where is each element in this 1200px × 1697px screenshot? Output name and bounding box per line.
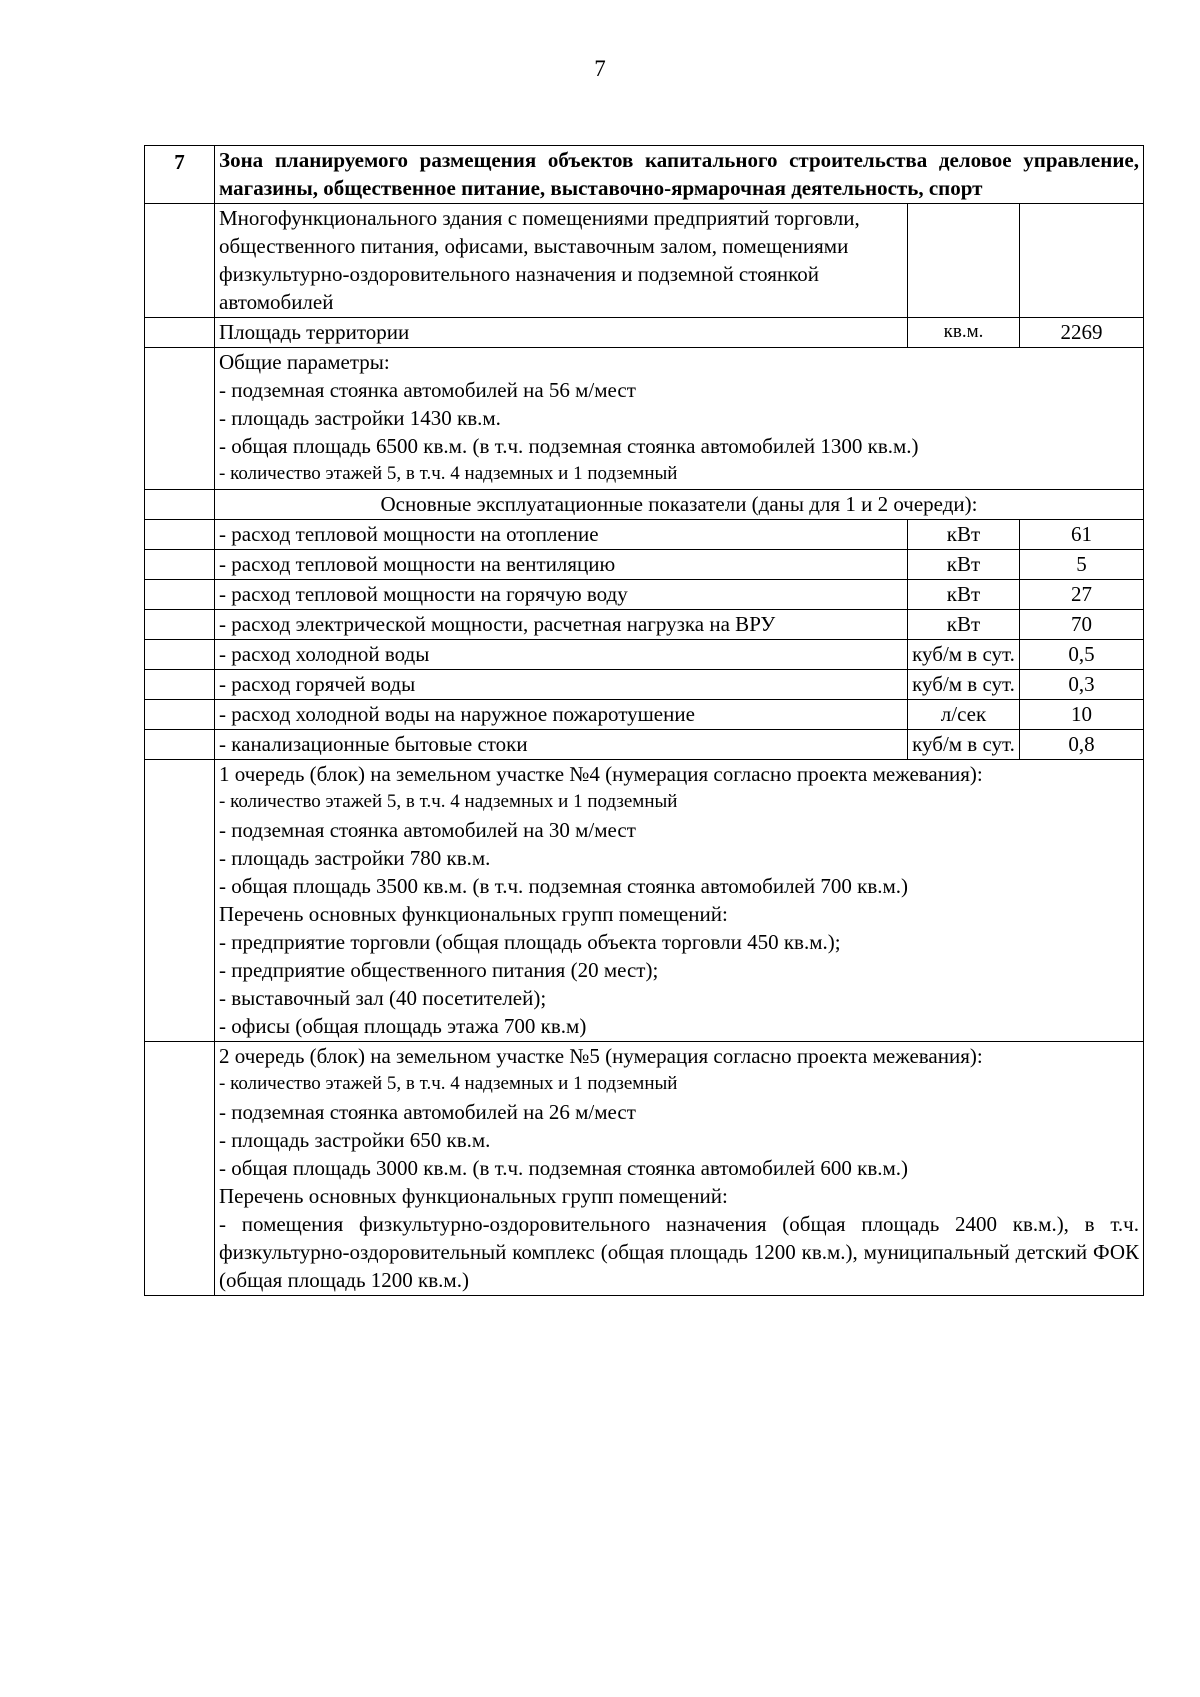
indicator-row (145, 700, 1144, 730)
empty-cell (145, 580, 215, 610)
indicator-row (145, 730, 1144, 760)
indicator-row (145, 580, 1144, 610)
empty-cell (145, 204, 215, 318)
stage1-row (145, 760, 1144, 1042)
indicator-row (145, 640, 1144, 670)
indicator-value: 0,3 (1020, 670, 1144, 700)
indicator-label: - канализационные бытовые стоки (215, 730, 908, 760)
indicator-value: 61 (1020, 520, 1144, 550)
indicators-header: Основные эксплуатационные показатели (даны для 1 и 2 очереди): (215, 490, 1144, 520)
stage2-row (145, 1042, 1144, 1296)
stage1-line: - общая площадь 3500 кв.м. (в т.ч. подземная стоянка автомобилей 700 кв.м.) (219, 874, 909, 898)
empty-cell (145, 670, 215, 700)
stage2-line: - общая площадь 3000 кв.м. (в т.ч. подземная стоянка автомобилей 600 кв.м.) (219, 1156, 909, 1180)
indicator-label: - расход холодной воды (215, 640, 908, 670)
page-number: 7 (594, 56, 606, 81)
empty-cell (145, 640, 215, 670)
stage2-line: - подземная стоянка автомобилей на 26 м/мест (219, 1100, 636, 1124)
zone-title: Зона планируемого размещения объектов капитального строительства деловое управление, магазины, общественное питание, выставочно-ярмарочная деятельность, спорт (215, 146, 1144, 204)
stage1-line: - выставочный зал (40 посетителей); (219, 986, 547, 1010)
empty-cell (145, 700, 215, 730)
indicator-value: 0,5 (1020, 640, 1144, 670)
territory-value: 2269 (1020, 318, 1144, 348)
indicator-value: 5 (1020, 550, 1144, 580)
empty-cell (145, 550, 215, 580)
indicator-value: 27 (1020, 580, 1144, 610)
empty-cell (908, 204, 1020, 318)
indicator-label: - расход тепловой мощности на вентиляцию (215, 550, 908, 580)
general-params (215, 348, 1144, 490)
indicator-unit: кВт (908, 610, 1020, 640)
indicator-row (145, 670, 1144, 700)
indicator-row (145, 520, 1144, 550)
territory-label: Площадь территории (215, 318, 908, 348)
general-params-line: - общая площадь 6500 кв.м. (в т.ч. подземная стоянка автомобилей 1300 кв.м.) (219, 434, 919, 458)
territory-row (145, 318, 1144, 348)
indicator-label: - расход тепловой мощности на отопление (215, 520, 908, 550)
stage1-line: - площадь застройки 780 кв.м. (219, 846, 491, 870)
stage1-line: - офисы (общая площадь этажа 700 кв.м) (219, 1014, 587, 1038)
indicator-value: 10 (1020, 700, 1144, 730)
building-description-row (145, 204, 1144, 318)
indicator-unit: кВт (908, 550, 1020, 580)
section-number: 7 (145, 146, 215, 204)
empty-cell (1020, 204, 1144, 318)
indicator-label: - расход горячей воды (215, 670, 908, 700)
stage2-line: - количество этажей 5, в т.ч. 4 надземных и 1 подземный (219, 1073, 678, 1094)
stage1-line: - предприятие торговли (общая площадь объекта торговли 450 кв.м.); (219, 930, 841, 954)
stage1-line: - подземная стоянка автомобилей на 30 м/мест (219, 818, 636, 842)
general-params-line: - площадь застройки 1430 кв.м. (219, 406, 501, 430)
indicator-label: - расход электрической мощности, расчетная нагрузка на ВРУ (215, 610, 908, 640)
indicator-unit: куб/м в сут. (908, 730, 1020, 760)
empty-cell (145, 490, 215, 520)
general-params-line: - количество этажей 5, в т.ч. 4 надземных и 1 подземный (219, 463, 678, 484)
empty-cell (145, 318, 215, 348)
indicator-unit: куб/м в сут. (908, 640, 1020, 670)
empty-cell (145, 730, 215, 760)
building-description: Многофункционального здания с помещениями предприятий торговли, общественного питания, офисами, выставочным залом, помещениями физкультурно-оздоровительного назначения и подземной стоянкой автомобилей (215, 204, 908, 318)
zone-parameters-table (144, 145, 1144, 1296)
empty-cell (145, 1042, 215, 1296)
stage1-description (215, 760, 1144, 1042)
indicators-header-row (145, 490, 1144, 520)
indicator-value: 70 (1020, 610, 1144, 640)
indicator-unit: л/сек (908, 700, 1020, 730)
general-params-line: - подземная стоянка автомобилей на 56 м/мест (219, 378, 636, 402)
stage1-line: - предприятие общественного питания (20 мест); (219, 958, 659, 982)
stage2-line: - площадь застройки 650 кв.м. (219, 1128, 491, 1152)
zone-title-row (145, 146, 1144, 204)
indicator-row (145, 550, 1144, 580)
general-params-row (145, 348, 1144, 490)
empty-cell (145, 348, 215, 490)
indicator-label: - расход тепловой мощности на горячую воду (215, 580, 908, 610)
stage2-line: Перечень основных функциональных групп помещений: (219, 1184, 728, 1208)
indicator-value: 0,8 (1020, 730, 1144, 760)
empty-cell (145, 520, 215, 550)
empty-cell (145, 610, 215, 640)
stage2-description (215, 1042, 1144, 1296)
indicator-row (145, 610, 1144, 640)
indicator-unit: куб/м в сут. (908, 670, 1020, 700)
indicator-unit: кВт (908, 520, 1020, 550)
stage1-line: - количество этажей 5, в т.ч. 4 надземных и 1 подземный (219, 791, 678, 812)
general-params-header: Общие параметры: (219, 350, 390, 374)
stage1-line: 1 очередь (блок) на земельном участке №4 (нумерация согласно проекта межевания): (219, 762, 983, 786)
stage2-line: 2 очередь (блок) на земельном участке №5 (нумерация согласно проекта межевания): (219, 1044, 983, 1068)
empty-cell (145, 760, 215, 1042)
indicator-unit: кВт (908, 580, 1020, 610)
stage1-line: Перечень основных функциональных групп помещений: (219, 902, 728, 926)
indicator-label: - расход холодной воды на наружное пожаротушение (215, 700, 908, 730)
territory-unit: кв.м. (908, 318, 1020, 348)
stage2-last-paragraph: - помещения физкультурно-оздоровительного назначения (общая площадь 2400 кв.м.), в т.ч. физкультурно-оздоровительный комплекс (общая площадь 1200 кв.м.), муниципальный детский ФОК (общая площадь 1200 кв.м.) (219, 1212, 1139, 1292)
